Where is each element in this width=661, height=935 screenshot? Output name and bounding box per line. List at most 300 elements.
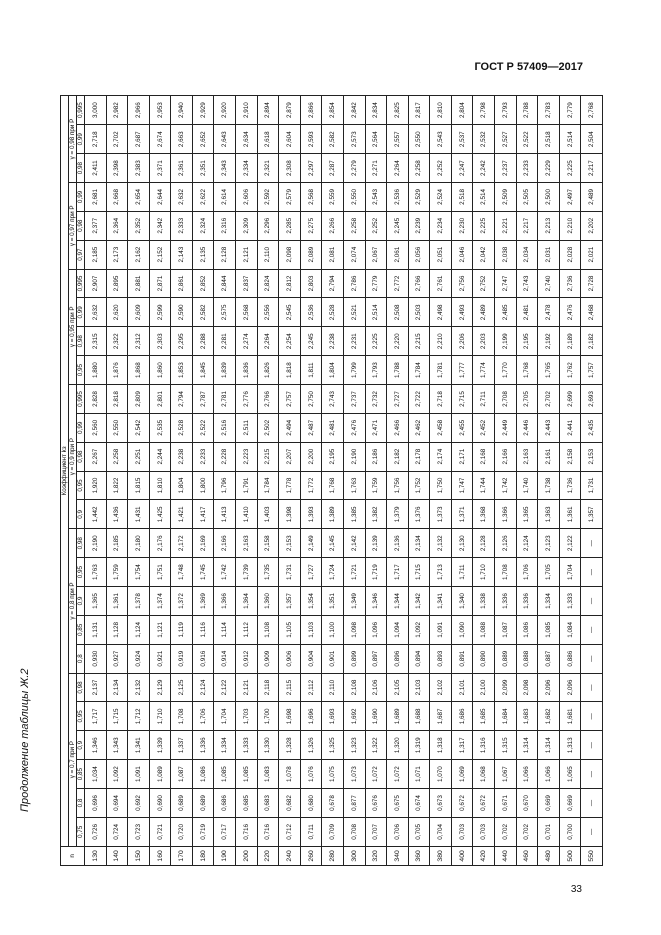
table-cell: 2,245: [387, 211, 409, 240]
table-cell: 2,161: [538, 442, 560, 471]
table-cell: 1,698: [279, 702, 301, 731]
table-cell: 1,799: [343, 356, 365, 385]
table-cell: 2,509: [494, 183, 516, 212]
table-cell: 2,089: [300, 240, 322, 269]
table-cell: 2,825: [387, 96, 409, 125]
table-cell: 2,228: [214, 442, 236, 471]
table-cell: 1,084: [559, 615, 581, 644]
table-cell: 1,346: [365, 587, 387, 616]
table-cell: —: [581, 789, 603, 818]
row-n-cell: 220: [257, 846, 279, 865]
table-cell: 1,068: [473, 760, 495, 789]
table-cell: 2,487: [300, 413, 322, 442]
row-n-cell: 550: [581, 846, 603, 865]
table-cell: 2,543: [430, 125, 452, 154]
table-cell: 1,364: [236, 587, 258, 616]
coefficient-header: Коэффициент kз: [61, 96, 69, 847]
table-cell: 2,516: [214, 413, 236, 442]
table-row: [516, 96, 538, 866]
table-cell: 2,842: [343, 96, 365, 125]
table-cell: 1,704: [559, 558, 581, 587]
table-cell: 1,681: [559, 702, 581, 731]
table-cell: 1,066: [516, 760, 538, 789]
table-cell: 1,818: [279, 356, 301, 385]
table-cell: 2,364: [106, 211, 128, 240]
table-cell: 1,717: [85, 702, 107, 731]
table-caption: Продолжение таблицы Ж.2: [19, 668, 31, 812]
table-cell: 1,421: [171, 500, 193, 529]
table-cell: 2,514: [559, 125, 581, 154]
table-cell: 2,732: [365, 385, 387, 414]
table-cell: 1,361: [559, 500, 581, 529]
table-cell: 0,877: [343, 789, 365, 818]
table-cell: 2,514: [365, 298, 387, 327]
table-cell: 2,481: [322, 413, 344, 442]
table-cell: 2,233: [516, 154, 538, 183]
table-cell: 2,100: [473, 673, 495, 702]
table-cell: 1,319: [408, 731, 430, 760]
table-row: [257, 96, 279, 866]
table-cell: —: [581, 615, 603, 644]
table-cell: 2,172: [171, 529, 193, 558]
table-cell: 2,034: [516, 240, 538, 269]
table-cell: 2,190: [85, 529, 107, 558]
table-cell: 1,880: [85, 356, 107, 385]
table-cell: 2,907: [85, 269, 107, 298]
table-cell: 2,634: [236, 125, 258, 154]
table-cell: 2,281: [214, 327, 236, 356]
table-cell: 2,910: [236, 96, 258, 125]
table-cell: 2,756: [451, 269, 473, 298]
table-cell: 1,735: [257, 558, 279, 587]
table-cell: 2,536: [300, 298, 322, 327]
table-cell: 2,708: [494, 385, 516, 414]
table-cell: 1,724: [322, 558, 344, 587]
table-cell: 1,378: [128, 587, 150, 616]
table-cell: 2,502: [257, 413, 279, 442]
table-cell: 0,689: [192, 789, 214, 818]
table-cell: 2,264: [387, 154, 409, 183]
table-cell: 2,793: [494, 96, 516, 125]
table-cell: 2,854: [322, 96, 344, 125]
table-cell: 2,234: [430, 211, 452, 240]
table-cell: 1,098: [343, 615, 365, 644]
table-cell: 1,372: [171, 587, 193, 616]
table-cell: 1,087: [171, 760, 193, 789]
table-cell: 1,793: [365, 356, 387, 385]
table-cell: 2,866: [300, 96, 322, 125]
table-cell: 2,103: [408, 673, 430, 702]
table-cell: 2,215: [257, 442, 279, 471]
table-cell: 1,369: [192, 587, 214, 616]
p-value-header: 0,97: [77, 240, 85, 269]
table-cell: 1,092: [408, 615, 430, 644]
table-cell: 1,784: [257, 471, 279, 500]
table-cell: 2,264: [257, 327, 279, 356]
table-cell: 2,622: [192, 183, 214, 212]
table-cell: 0,702: [516, 817, 538, 846]
table-cell: 0,904: [300, 644, 322, 673]
table-cell: 0,916: [192, 644, 214, 673]
coefficient-table: [60, 95, 603, 866]
table-cell: 1,338: [473, 587, 495, 616]
table-cell: 1,336: [192, 731, 214, 760]
p-value-header: 0,99: [77, 183, 85, 212]
table-row: [171, 96, 193, 866]
table-cell: 2,321: [257, 154, 279, 183]
table-cell: 2,557: [387, 125, 409, 154]
table-cell: 1,076: [300, 760, 322, 789]
table-row: [473, 96, 495, 866]
table-cell: 0,705: [408, 817, 430, 846]
table-row: [494, 96, 516, 866]
table-cell: 2,743: [516, 269, 538, 298]
table-cell: 1,751: [149, 558, 171, 587]
table-cell: 2,681: [85, 183, 107, 212]
table-cell: 2,139: [365, 529, 387, 558]
document-header: ГОСТ Р 57409—2017: [474, 61, 583, 73]
table-cell: 2,324: [192, 211, 214, 240]
table-cell: 1,349: [343, 587, 365, 616]
table-cell: —: [581, 587, 603, 616]
table-cell: 2,210: [430, 327, 452, 356]
table-cell: 2,455: [451, 413, 473, 442]
table-cell: 2,801: [149, 385, 171, 414]
table-cell: 0,912: [236, 644, 258, 673]
table-cell: —: [581, 760, 603, 789]
table-cell: 2,152: [149, 240, 171, 269]
table-cell: 2,443: [538, 413, 560, 442]
table-cell: 2,110: [257, 240, 279, 269]
row-n-cell: 360: [408, 846, 430, 865]
p-value-header: 0,98: [77, 442, 85, 471]
table-cell: —: [581, 702, 603, 731]
table-cell: 0,921: [149, 644, 171, 673]
table-cell: 1,089: [149, 760, 171, 789]
table-cell: 1,804: [322, 356, 344, 385]
table-cell: 2,287: [322, 154, 344, 183]
table-row: [581, 96, 603, 866]
table-cell: 2,441: [559, 413, 581, 442]
table-cell: 2,206: [451, 327, 473, 356]
table-cell: 1,091: [128, 760, 150, 789]
table-cell: 2,316: [214, 211, 236, 240]
p-value-header: 0,8: [77, 789, 85, 818]
table-cell: 0,678: [322, 789, 344, 818]
table-cell: 2,550: [343, 183, 365, 212]
table-cell: 1,341: [128, 731, 150, 760]
table-cell: 2,200: [300, 442, 322, 471]
table-cell: 1,742: [494, 471, 516, 500]
table-cell: 2,458: [430, 413, 452, 442]
table-cell: 0,721: [149, 817, 171, 846]
table-cell: 2,518: [451, 183, 473, 212]
row-n-cell: 190: [214, 846, 236, 865]
table-cell: 1,417: [192, 500, 214, 529]
table-cell: 0,894: [408, 644, 430, 673]
table-cell: 2,740: [538, 269, 560, 298]
table-cell: 0,703: [451, 817, 473, 846]
table-row: [106, 96, 128, 866]
table-cell: 2,128: [214, 240, 236, 269]
table-cell: 2,715: [451, 385, 473, 414]
table-cell: 2,252: [430, 154, 452, 183]
table-cell: 0,676: [365, 789, 387, 818]
table-cell: 0,692: [128, 789, 150, 818]
table-cell: 2,757: [279, 385, 301, 414]
table-cell: 2,258: [106, 442, 128, 471]
table-cell: 1,128: [106, 615, 128, 644]
table-cell: 1,065: [559, 760, 581, 789]
table-cell: 2,747: [494, 269, 516, 298]
table-cell: 1,715: [408, 558, 430, 587]
p-value-header: 0,95: [77, 702, 85, 731]
table-cell: 2,435: [581, 413, 603, 442]
table-cell: 2,123: [538, 529, 560, 558]
table-cell: 2,163: [516, 442, 538, 471]
table-cell: 2,476: [343, 413, 365, 442]
table-cell: 2,342: [149, 211, 171, 240]
table-cell: 1,754: [128, 558, 150, 587]
table-cell: 2,511: [236, 413, 258, 442]
table-cell: 2,118: [257, 673, 279, 702]
table-cell: 2,834: [365, 96, 387, 125]
table-cell: 2,920: [214, 96, 236, 125]
table-cell: 2,361: [171, 154, 193, 183]
table-cell: 1,078: [279, 760, 301, 789]
table-cell: 2,564: [365, 125, 387, 154]
table-cell: 2,334: [236, 154, 258, 183]
table-cell: 2,529: [408, 183, 430, 212]
table-cell: 1,425: [149, 500, 171, 529]
table-cell: 1,815: [128, 471, 150, 500]
table-cell: 1,086: [516, 615, 538, 644]
table-cell: 2,309: [236, 211, 258, 240]
table-cell: 2,028: [559, 240, 581, 269]
p-value-header: 0,9: [77, 587, 85, 616]
table-cell: 1,708: [171, 702, 193, 731]
table-cell: 2,844: [214, 269, 236, 298]
table-cell: 1,083: [257, 760, 279, 789]
table-cell: 1,322: [365, 731, 387, 760]
table-cell: 0,674: [408, 789, 430, 818]
table-cell: 1,804: [171, 471, 193, 500]
table-cell: 2,476: [559, 298, 581, 327]
table-cell: 1,768: [322, 471, 344, 500]
table-cell: 2,614: [214, 183, 236, 212]
table-cell: 2,940: [171, 96, 193, 125]
table-cell: 1,070: [430, 760, 452, 789]
table-cell: 2,215: [408, 327, 430, 356]
table-cell: 2,096: [559, 673, 581, 702]
table-cell: 1,091: [430, 615, 452, 644]
table-cell: 1,727: [300, 558, 322, 587]
table-cell: 1,731: [581, 471, 603, 500]
gamma-group-header: γ = 0,95 при P: [69, 269, 77, 384]
table-cell: 2,296: [257, 211, 279, 240]
table-cell: 2,466: [387, 413, 409, 442]
table-cell: 2,186: [365, 442, 387, 471]
table-cell: 2,242: [473, 154, 495, 183]
table-cell: 1,124: [128, 615, 150, 644]
table-cell: 2,081: [322, 240, 344, 269]
table-cell: 0,708: [343, 817, 365, 846]
table-cell: 0,893: [430, 644, 452, 673]
table-row: [430, 96, 452, 866]
table-cell: 2,351: [192, 154, 214, 183]
table-cell: 1,738: [538, 471, 560, 500]
table-cell: 2,217: [581, 154, 603, 183]
table-cell: 2,225: [365, 327, 387, 356]
table-cell: 0,700: [559, 817, 581, 846]
table-cell: 2,182: [581, 327, 603, 356]
table-cell: —: [581, 529, 603, 558]
table-cell: 1,374: [149, 587, 171, 616]
table-cell: 1,687: [430, 702, 452, 731]
table-cell: 0,897: [365, 644, 387, 673]
table-cell: 1,034: [85, 760, 107, 789]
table-cell: 1,778: [279, 471, 301, 500]
table-cell: 2,737: [343, 385, 365, 414]
table-cell: 2,230: [451, 211, 473, 240]
table-cell: 1,684: [494, 702, 516, 731]
table-cell: 2,761: [430, 269, 452, 298]
table-cell: 1,333: [559, 587, 581, 616]
table-cell: 2,142: [343, 529, 365, 558]
table-cell: 2,528: [322, 298, 344, 327]
p-value-header: 0,98: [77, 211, 85, 240]
table-cell: 2,021: [581, 240, 603, 269]
table-cell: 1,692: [343, 702, 365, 731]
table-cell: 2,568: [236, 298, 258, 327]
table-cell: 0,719: [192, 817, 214, 846]
table-cell: 1,096: [365, 615, 387, 644]
table-cell: 2,779: [559, 96, 581, 125]
table-cell: 1,357: [279, 587, 301, 616]
table-cell: 2,606: [236, 183, 258, 212]
table-cell: 1,344: [387, 587, 409, 616]
table-cell: 2,279: [343, 154, 365, 183]
table-cell: 1,403: [257, 500, 279, 529]
table-cell: 1,713: [430, 558, 452, 587]
table-cell: 0,886: [559, 644, 581, 673]
table-cell: 2,668: [106, 183, 128, 212]
table-cell: 1,868: [128, 356, 150, 385]
p-value-header: 0,95: [77, 471, 85, 500]
table-cell: 2,632: [171, 183, 193, 212]
table-cell: 2,210: [559, 211, 581, 240]
table-cell: 1,373: [430, 500, 452, 529]
table-cell: 1,314: [538, 731, 560, 760]
table-cell: 2,828: [85, 385, 107, 414]
table-cell: 2,702: [538, 385, 560, 414]
table-cell: 1,686: [451, 702, 473, 731]
table-cell: 2,136: [387, 529, 409, 558]
table-cell: 2,125: [171, 673, 193, 702]
table-row: [408, 96, 430, 866]
table-cell: —: [581, 644, 603, 673]
table-cell: 0,717: [214, 817, 236, 846]
table-cell: 2,061: [387, 240, 409, 269]
table-cell: 1,316: [473, 731, 495, 760]
table-cell: 1,366: [214, 587, 236, 616]
table-cell: 0,887: [538, 644, 560, 673]
row-n-cell: 130: [85, 846, 107, 865]
row-n-cell: 280: [322, 846, 344, 865]
table-cell: 2,352: [128, 211, 150, 240]
table-cell: 0,914: [214, 644, 236, 673]
table-cell: 2,122: [214, 673, 236, 702]
table-cell: 2,190: [343, 442, 365, 471]
table-cell: 1,100: [322, 615, 344, 644]
table-cell: 2,446: [516, 413, 538, 442]
table-cell: 0,694: [106, 789, 128, 818]
table-cell: 2,101: [451, 673, 473, 702]
table-cell: 2,112: [300, 673, 322, 702]
row-n-cell: 260: [300, 846, 322, 865]
table-cell: 1,763: [85, 558, 107, 587]
table-row: [387, 96, 409, 866]
table-cell: 0,696: [85, 789, 107, 818]
table-cell: 2,550: [408, 125, 430, 154]
table-cell: 2,247: [451, 154, 473, 183]
table-cell: 2,096: [538, 673, 560, 702]
table-cell: 2,162: [128, 240, 150, 269]
table-cell: 1,073: [343, 760, 365, 789]
table-cell: 2,468: [581, 298, 603, 327]
table-cell: 2,238: [322, 327, 344, 356]
table-cell: 2,798: [473, 96, 495, 125]
p-value-header: 0,995: [77, 385, 85, 414]
table-row: [343, 96, 365, 866]
table-cell: 2,180: [128, 529, 150, 558]
p-value-header: 0,98: [77, 154, 85, 183]
table-cell: 1,112: [236, 615, 258, 644]
table-cell: 0,724: [106, 817, 128, 846]
table-cell: 0,709: [322, 817, 344, 846]
table-cell: 1,784: [408, 356, 430, 385]
table-cell: 2,852: [192, 269, 214, 298]
table-cell: 0,712: [279, 817, 301, 846]
table-cell: 2,508: [387, 298, 409, 327]
table-cell: 1,811: [300, 356, 322, 385]
table-cell: 2,953: [149, 96, 171, 125]
table-cell: 2,500: [538, 183, 560, 212]
table-cell: 2,788: [516, 96, 538, 125]
table-cell: 0,703: [473, 817, 495, 846]
table-cell: 1,320: [387, 731, 409, 760]
table-cell: 2,233: [192, 442, 214, 471]
table-cell: 2,128: [473, 529, 495, 558]
p-value-header: 0,98: [77, 673, 85, 702]
table-cell: 2,702: [106, 125, 128, 154]
table-cell: 1,363: [538, 500, 560, 529]
table-row: [236, 96, 258, 866]
table-cell: 1,326: [300, 731, 322, 760]
table-cell: 1,313: [559, 731, 581, 760]
table-cell: 2,254: [279, 327, 301, 356]
table-cell: 2,489: [473, 298, 495, 327]
table-cell: 0,680: [300, 789, 322, 818]
table-cell: 2,132: [430, 529, 452, 558]
table-cell: 2,783: [538, 96, 560, 125]
table-cell: 1,108: [257, 615, 279, 644]
table-cell: 2,411: [85, 154, 107, 183]
table-cell: 1,357: [581, 500, 603, 529]
table-cell: 2,781: [214, 385, 236, 414]
table-cell: 2,471: [365, 413, 387, 442]
table-cell: 2,163: [236, 529, 258, 558]
